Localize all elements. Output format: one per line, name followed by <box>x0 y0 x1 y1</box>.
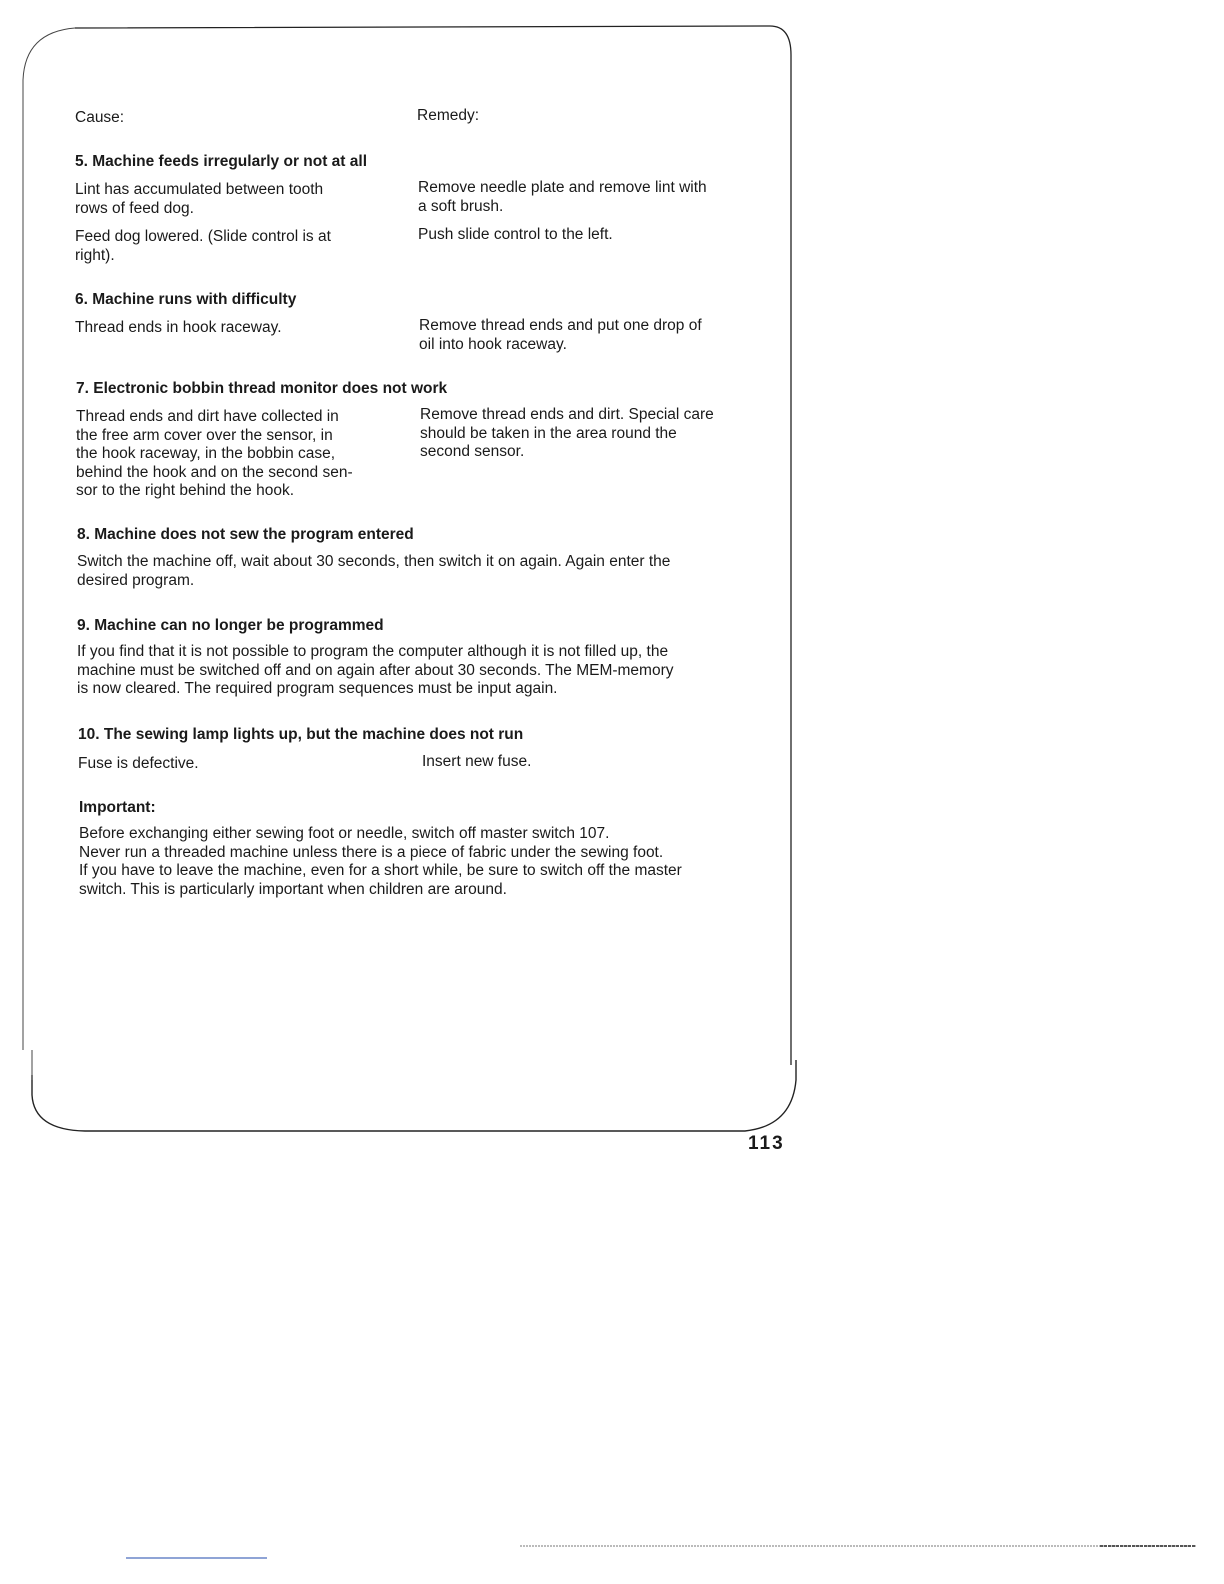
important-text: Before exchanging either sewing foot or needle, switch off master switch 107. Never run a threaded machine unless there is a piece of fabric under the sewing foot. If you have to leave the machine, even for a short while, be sure to switch off the master switch. This is particularly important when children are around. <box>79 825 682 898</box>
section-10-title: 10. The sewing lamp lights up, but the machine does not run <box>78 726 524 743</box>
section-9-text: If you find that it is not possible to program the computer although it is not filled up, the machine must be switched off and on again after about 30 seconds. The MEM-memory is now cleared. The required program sequences must be input again. <box>77 643 674 697</box>
section-10-remedy-1: Insert new fuse. <box>422 753 532 770</box>
section-5-remedy-1: Remove needle plate and remove lint with a soft brush. <box>418 179 707 215</box>
section-8-title: 8. Machine does not sew the program entered <box>77 526 414 543</box>
section-6-title: 6. Machine runs with difficulty <box>75 291 297 308</box>
section-9-title: 9. Machine can no longer be programmed <box>77 617 384 634</box>
section-7-remedy-1: Remove thread ends and dirt. Special care should be taken in the area round the second sensor. <box>420 406 714 460</box>
remedy-column-label: Remedy: <box>417 107 480 124</box>
cause-column-label: Cause: <box>75 109 125 126</box>
section-5-title: 5. Machine feeds irregularly or not at all <box>75 153 368 170</box>
section-6-cause-1: Thread ends in hook raceway. <box>75 319 282 336</box>
section-8-text: Switch the machine off, wait about 30 seconds, then switch it on again. Again enter the desired program. <box>77 553 671 589</box>
important-title: Important: <box>79 799 156 816</box>
section-7-cause-1: Thread ends and dirt have collected in the free arm cover over the sensor, in the hook raceway, in the bobbin case, behind the hook and on the second sen- sor to the right behind the hook. <box>76 408 353 499</box>
page-number: 113 <box>748 1133 785 1149</box>
section-5-remedy-2: Push slide control to the left. <box>418 226 613 243</box>
section-7-title: 7. Electronic bobbin thread monitor does not work <box>76 380 448 397</box>
section-5-cause-2: Feed dog lowered. (Slide control is at right). <box>75 228 331 264</box>
section-6-remedy-1: Remove thread ends and put one drop of oil into hook raceway. <box>419 317 702 353</box>
section-10-cause-1: Fuse is defective. <box>78 755 199 772</box>
section-5-cause-1: Lint has accumulated between tooth rows of feed dog. <box>75 181 324 217</box>
